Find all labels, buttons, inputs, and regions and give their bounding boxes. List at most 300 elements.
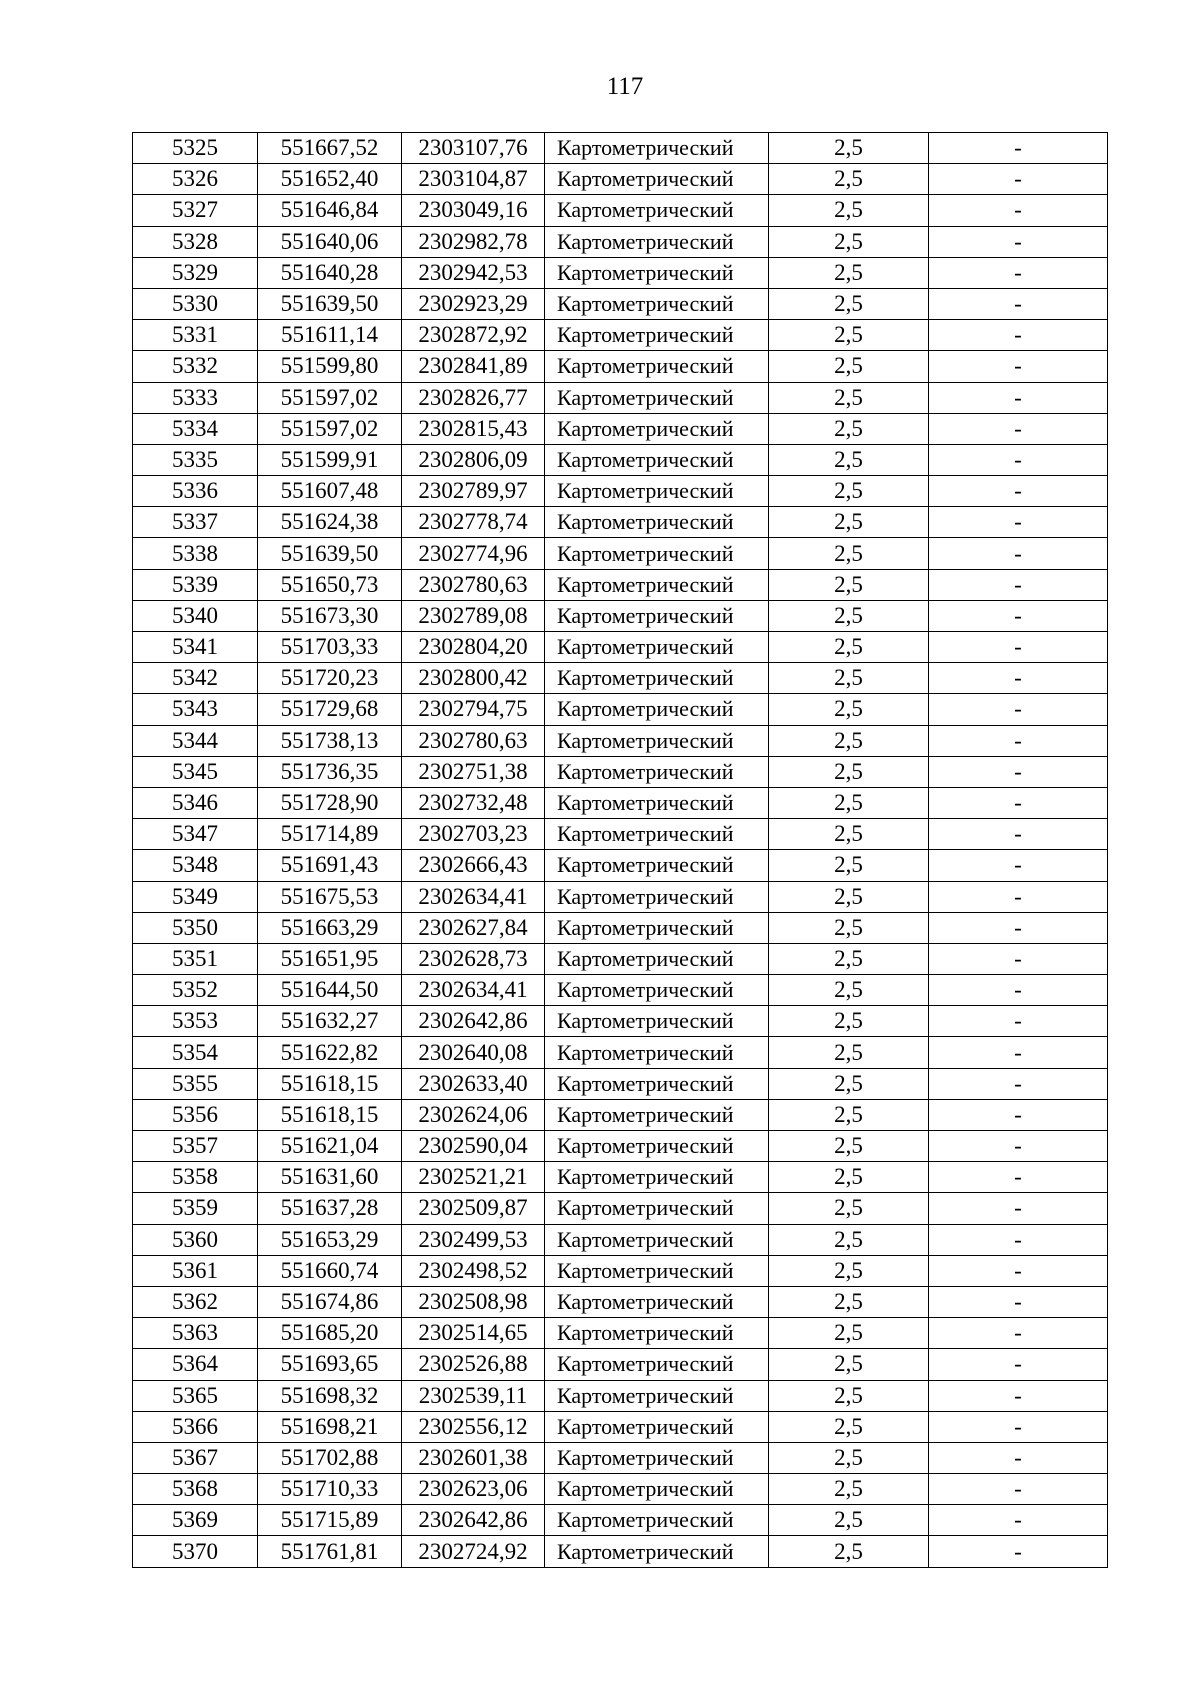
note-cell: - — [929, 1068, 1108, 1099]
x-coordinate-cell: 551698,21 — [258, 1411, 402, 1442]
note-cell: - — [929, 507, 1108, 538]
table-row — [133, 1193, 1108, 1224]
point-number-cell: 5339 — [133, 569, 258, 600]
note-cell: - — [929, 975, 1108, 1006]
x-coordinate-cell: 551652,40 — [258, 164, 402, 195]
y-coordinate-cell: 2302509,87 — [402, 1193, 545, 1224]
note-cell: - — [929, 725, 1108, 756]
table-row — [133, 600, 1108, 631]
x-coordinate-cell: 551644,50 — [258, 975, 402, 1006]
x-coordinate-cell: 551632,27 — [258, 1006, 402, 1037]
table-row — [133, 1037, 1108, 1068]
note-cell: - — [929, 600, 1108, 631]
accuracy-cell: 2,5 — [769, 195, 929, 226]
method-cell: Картометрический — [545, 1505, 769, 1536]
x-coordinate-cell: 551639,50 — [258, 288, 402, 319]
note-cell: - — [929, 1006, 1108, 1037]
table-row — [133, 413, 1108, 444]
table-row — [133, 694, 1108, 725]
y-coordinate-cell: 2302539,11 — [402, 1380, 545, 1411]
accuracy-cell: 2,5 — [769, 756, 929, 787]
coordinates-table — [132, 132, 1108, 1568]
note-cell: - — [929, 1380, 1108, 1411]
point-number-cell: 5331 — [133, 320, 258, 351]
point-number-cell: 5335 — [133, 444, 258, 475]
x-coordinate-cell: 551738,13 — [258, 725, 402, 756]
x-coordinate-cell: 551675,53 — [258, 881, 402, 912]
accuracy-cell: 2,5 — [769, 600, 929, 631]
table-row — [133, 1380, 1108, 1411]
table-row — [133, 1255, 1108, 1286]
point-number-cell: 5353 — [133, 1006, 258, 1037]
x-coordinate-cell: 551651,95 — [258, 943, 402, 974]
y-coordinate-cell: 2302800,42 — [402, 663, 545, 694]
y-coordinate-cell: 2302780,63 — [402, 569, 545, 600]
table-row — [133, 975, 1108, 1006]
point-number-cell: 5363 — [133, 1318, 258, 1349]
x-coordinate-cell: 551599,91 — [258, 444, 402, 475]
note-cell: - — [929, 694, 1108, 725]
note-cell: - — [929, 288, 1108, 319]
table-row — [133, 164, 1108, 195]
y-coordinate-cell: 2302804,20 — [402, 632, 545, 663]
method-cell: Картометрический — [545, 195, 769, 226]
method-cell: Картометрический — [545, 663, 769, 694]
table-row — [133, 1099, 1108, 1130]
accuracy-cell: 2,5 — [769, 1349, 929, 1380]
note-cell: - — [929, 1505, 1108, 1536]
y-coordinate-cell: 2302628,73 — [402, 943, 545, 974]
x-coordinate-cell: 551599,80 — [258, 351, 402, 382]
accuracy-cell: 2,5 — [769, 226, 929, 257]
x-coordinate-cell: 551621,04 — [258, 1131, 402, 1162]
accuracy-cell: 2,5 — [769, 444, 929, 475]
y-coordinate-cell: 2302923,29 — [402, 288, 545, 319]
note-cell: - — [929, 819, 1108, 850]
point-number-cell: 5364 — [133, 1349, 258, 1380]
note-cell: - — [929, 1255, 1108, 1286]
x-coordinate-cell: 551618,15 — [258, 1068, 402, 1099]
accuracy-cell: 2,5 — [769, 725, 929, 756]
method-cell: Картометрический — [545, 1349, 769, 1380]
method-cell: Картометрический — [545, 912, 769, 943]
method-cell: Картометрический — [545, 1006, 769, 1037]
note-cell: - — [929, 133, 1108, 164]
x-coordinate-cell: 551650,73 — [258, 569, 402, 600]
accuracy-cell: 2,5 — [769, 1037, 929, 1068]
point-number-cell: 5344 — [133, 725, 258, 756]
point-number-cell: 5341 — [133, 632, 258, 663]
note-cell: - — [929, 1474, 1108, 1505]
method-cell: Картометрический — [545, 1037, 769, 1068]
accuracy-cell: 2,5 — [769, 1318, 929, 1349]
method-cell: Картометрический — [545, 1224, 769, 1255]
point-number-cell: 5355 — [133, 1068, 258, 1099]
x-coordinate-cell: 551640,06 — [258, 226, 402, 257]
note-cell: - — [929, 632, 1108, 663]
point-number-cell: 5370 — [133, 1536, 258, 1567]
y-coordinate-cell: 2302942,53 — [402, 257, 545, 288]
y-coordinate-cell: 2302556,12 — [402, 1411, 545, 1442]
point-number-cell: 5345 — [133, 756, 258, 787]
note-cell: - — [929, 195, 1108, 226]
point-number-cell: 5366 — [133, 1411, 258, 1442]
x-coordinate-cell: 551622,82 — [258, 1037, 402, 1068]
table-row — [133, 1411, 1108, 1442]
point-number-cell: 5342 — [133, 663, 258, 694]
table-row — [133, 1474, 1108, 1505]
note-cell: - — [929, 663, 1108, 694]
accuracy-cell: 2,5 — [769, 819, 929, 850]
x-coordinate-cell: 551660,74 — [258, 1255, 402, 1286]
x-coordinate-cell: 551667,52 — [258, 133, 402, 164]
y-coordinate-cell: 2302634,41 — [402, 881, 545, 912]
y-coordinate-cell: 2302498,52 — [402, 1255, 545, 1286]
note-cell: - — [929, 787, 1108, 818]
method-cell: Картометрический — [545, 1286, 769, 1317]
accuracy-cell: 2,5 — [769, 943, 929, 974]
x-coordinate-cell: 551720,23 — [258, 663, 402, 694]
table-row — [133, 320, 1108, 351]
note-cell: - — [929, 382, 1108, 413]
y-coordinate-cell: 2302982,78 — [402, 226, 545, 257]
table-row — [133, 756, 1108, 787]
accuracy-cell: 2,5 — [769, 538, 929, 569]
point-number-cell: 5369 — [133, 1505, 258, 1536]
note-cell: - — [929, 538, 1108, 569]
point-number-cell: 5352 — [133, 975, 258, 1006]
method-cell: Картометрический — [545, 943, 769, 974]
point-number-cell: 5359 — [133, 1193, 258, 1224]
note-cell: - — [929, 1442, 1108, 1473]
method-cell: Картометрический — [545, 1255, 769, 1286]
table-row — [133, 1068, 1108, 1099]
accuracy-cell: 2,5 — [769, 663, 929, 694]
point-number-cell: 5350 — [133, 912, 258, 943]
point-number-cell: 5338 — [133, 538, 258, 569]
y-coordinate-cell: 2302590,04 — [402, 1131, 545, 1162]
method-cell: Картометрический — [545, 413, 769, 444]
table-row — [133, 507, 1108, 538]
y-coordinate-cell: 2302601,38 — [402, 1442, 545, 1473]
point-number-cell: 5343 — [133, 694, 258, 725]
method-cell: Картометрический — [545, 257, 769, 288]
point-number-cell: 5348 — [133, 850, 258, 881]
accuracy-cell: 2,5 — [769, 1131, 929, 1162]
accuracy-cell: 2,5 — [769, 257, 929, 288]
x-coordinate-cell: 551624,38 — [258, 507, 402, 538]
table-row — [133, 725, 1108, 756]
x-coordinate-cell: 551710,33 — [258, 1474, 402, 1505]
note-cell: - — [929, 413, 1108, 444]
point-number-cell: 5358 — [133, 1162, 258, 1193]
y-coordinate-cell: 2302789,08 — [402, 600, 545, 631]
table-row — [133, 850, 1108, 881]
accuracy-cell: 2,5 — [769, 850, 929, 881]
accuracy-cell: 2,5 — [769, 413, 929, 444]
x-coordinate-cell: 551685,20 — [258, 1318, 402, 1349]
point-number-cell: 5326 — [133, 164, 258, 195]
note-cell: - — [929, 1318, 1108, 1349]
accuracy-cell: 2,5 — [769, 975, 929, 1006]
y-coordinate-cell: 2302806,09 — [402, 444, 545, 475]
point-number-cell: 5340 — [133, 600, 258, 631]
x-coordinate-cell: 551702,88 — [258, 1442, 402, 1473]
method-cell: Картометрический — [545, 975, 769, 1006]
x-coordinate-cell: 551637,28 — [258, 1193, 402, 1224]
x-coordinate-cell: 551639,50 — [258, 538, 402, 569]
y-coordinate-cell: 2302780,63 — [402, 725, 545, 756]
table-row — [133, 1442, 1108, 1473]
note-cell: - — [929, 881, 1108, 912]
y-coordinate-cell: 2302634,41 — [402, 975, 545, 1006]
x-coordinate-cell: 551674,86 — [258, 1286, 402, 1317]
x-coordinate-cell: 551653,29 — [258, 1224, 402, 1255]
y-coordinate-cell: 2302826,77 — [402, 382, 545, 413]
point-number-cell: 5334 — [133, 413, 258, 444]
accuracy-cell: 2,5 — [769, 1224, 929, 1255]
accuracy-cell: 2,5 — [769, 351, 929, 382]
method-cell: Картометрический — [545, 850, 769, 881]
note-cell: - — [929, 351, 1108, 382]
method-cell: Картометрический — [545, 538, 769, 569]
method-cell: Картометрический — [545, 1162, 769, 1193]
method-cell: Картометрический — [545, 133, 769, 164]
note-cell: - — [929, 850, 1108, 881]
point-number-cell: 5325 — [133, 133, 258, 164]
accuracy-cell: 2,5 — [769, 288, 929, 319]
method-cell: Картометрический — [545, 444, 769, 475]
y-coordinate-cell: 2302666,43 — [402, 850, 545, 881]
method-cell: Картометрический — [545, 600, 769, 631]
y-coordinate-cell: 2302778,74 — [402, 507, 545, 538]
x-coordinate-cell: 551714,89 — [258, 819, 402, 850]
accuracy-cell: 2,5 — [769, 1380, 929, 1411]
accuracy-cell: 2,5 — [769, 320, 929, 351]
table-row — [133, 351, 1108, 382]
y-coordinate-cell: 2302732,48 — [402, 787, 545, 818]
method-cell: Картометрический — [545, 1068, 769, 1099]
y-coordinate-cell: 2302514,65 — [402, 1318, 545, 1349]
table-row — [133, 787, 1108, 818]
y-coordinate-cell: 2302642,86 — [402, 1006, 545, 1037]
method-cell: Картометрический — [545, 1474, 769, 1505]
point-number-cell: 5365 — [133, 1380, 258, 1411]
note-cell: - — [929, 756, 1108, 787]
x-coordinate-cell: 551729,68 — [258, 694, 402, 725]
y-coordinate-cell: 2302789,97 — [402, 476, 545, 507]
accuracy-cell: 2,5 — [769, 1193, 929, 1224]
note-cell: - — [929, 1193, 1108, 1224]
y-coordinate-cell: 2302624,06 — [402, 1099, 545, 1130]
table-row — [133, 569, 1108, 600]
method-cell: Картометрический — [545, 507, 769, 538]
table-row — [133, 1318, 1108, 1349]
note-cell: - — [929, 1037, 1108, 1068]
table-row — [133, 538, 1108, 569]
table-row — [133, 382, 1108, 413]
y-coordinate-cell: 2302623,06 — [402, 1474, 545, 1505]
point-number-cell: 5361 — [133, 1255, 258, 1286]
note-cell: - — [929, 1162, 1108, 1193]
accuracy-cell: 2,5 — [769, 507, 929, 538]
table-row — [133, 476, 1108, 507]
x-coordinate-cell: 551597,02 — [258, 413, 402, 444]
y-coordinate-cell: 2302642,86 — [402, 1505, 545, 1536]
table-row — [133, 632, 1108, 663]
point-number-cell: 5346 — [133, 787, 258, 818]
table-row — [133, 1286, 1108, 1317]
y-coordinate-cell: 2302521,21 — [402, 1162, 545, 1193]
table-row — [133, 1006, 1108, 1037]
point-number-cell: 5357 — [133, 1131, 258, 1162]
note-cell: - — [929, 1131, 1108, 1162]
point-number-cell: 5362 — [133, 1286, 258, 1317]
coordinates-table-body — [133, 133, 1108, 1568]
x-coordinate-cell: 551736,35 — [258, 756, 402, 787]
point-number-cell: 5336 — [133, 476, 258, 507]
table-row — [133, 195, 1108, 226]
accuracy-cell: 2,5 — [769, 133, 929, 164]
y-coordinate-cell: 2303104,87 — [402, 164, 545, 195]
table-row — [133, 226, 1108, 257]
table-row — [133, 1162, 1108, 1193]
accuracy-cell: 2,5 — [769, 881, 929, 912]
method-cell: Картометрический — [545, 725, 769, 756]
accuracy-cell: 2,5 — [769, 569, 929, 600]
x-coordinate-cell: 551728,90 — [258, 787, 402, 818]
method-cell: Картометрический — [545, 226, 769, 257]
point-number-cell: 5332 — [133, 351, 258, 382]
table-row — [133, 257, 1108, 288]
accuracy-cell: 2,5 — [769, 164, 929, 195]
table-row — [133, 663, 1108, 694]
y-coordinate-cell: 2302724,92 — [402, 1536, 545, 1567]
method-cell: Картометрический — [545, 1411, 769, 1442]
method-cell: Картометрический — [545, 1536, 769, 1567]
note-cell: - — [929, 1536, 1108, 1567]
method-cell: Картометрический — [545, 288, 769, 319]
y-coordinate-cell: 2302751,38 — [402, 756, 545, 787]
note-cell: - — [929, 1411, 1108, 1442]
note-cell: - — [929, 257, 1108, 288]
y-coordinate-cell: 2302499,53 — [402, 1224, 545, 1255]
method-cell: Картометрический — [545, 382, 769, 413]
accuracy-cell: 2,5 — [769, 1505, 929, 1536]
point-number-cell: 5367 — [133, 1442, 258, 1473]
accuracy-cell: 2,5 — [769, 1536, 929, 1567]
x-coordinate-cell: 551698,32 — [258, 1380, 402, 1411]
x-coordinate-cell: 551646,84 — [258, 195, 402, 226]
accuracy-cell: 2,5 — [769, 1474, 929, 1505]
accuracy-cell: 2,5 — [769, 1255, 929, 1286]
note-cell: - — [929, 1099, 1108, 1130]
x-coordinate-cell: 551607,48 — [258, 476, 402, 507]
point-number-cell: 5347 — [133, 819, 258, 850]
note-cell: - — [929, 320, 1108, 351]
x-coordinate-cell: 551673,30 — [258, 600, 402, 631]
note-cell: - — [929, 1224, 1108, 1255]
note-cell: - — [929, 164, 1108, 195]
method-cell: Картометрический — [545, 1318, 769, 1349]
accuracy-cell: 2,5 — [769, 1099, 929, 1130]
y-coordinate-cell: 2302633,40 — [402, 1068, 545, 1099]
accuracy-cell: 2,5 — [769, 1068, 929, 1099]
method-cell: Картометрический — [545, 632, 769, 663]
point-number-cell: 5368 — [133, 1474, 258, 1505]
table-row — [133, 943, 1108, 974]
page-number: 117 — [606, 73, 644, 100]
x-coordinate-cell: 551703,33 — [258, 632, 402, 663]
y-coordinate-cell: 2302627,84 — [402, 912, 545, 943]
x-coordinate-cell: 551663,29 — [258, 912, 402, 943]
method-cell: Картометрический — [545, 756, 769, 787]
table-row — [133, 1224, 1108, 1255]
table-row — [133, 912, 1108, 943]
y-coordinate-cell: 2302794,75 — [402, 694, 545, 725]
accuracy-cell: 2,5 — [769, 787, 929, 818]
table-row — [133, 444, 1108, 475]
x-coordinate-cell: 551693,65 — [258, 1349, 402, 1380]
accuracy-cell: 2,5 — [769, 912, 929, 943]
x-coordinate-cell: 551715,89 — [258, 1505, 402, 1536]
x-coordinate-cell: 551611,14 — [258, 320, 402, 351]
y-coordinate-cell: 2302815,43 — [402, 413, 545, 444]
table-row — [133, 133, 1108, 164]
accuracy-cell: 2,5 — [769, 476, 929, 507]
y-coordinate-cell: 2302526,88 — [402, 1349, 545, 1380]
method-cell: Картометрический — [545, 1380, 769, 1411]
accuracy-cell: 2,5 — [769, 1162, 929, 1193]
note-cell: - — [929, 444, 1108, 475]
note-cell: - — [929, 943, 1108, 974]
point-number-cell: 5330 — [133, 288, 258, 319]
accuracy-cell: 2,5 — [769, 632, 929, 663]
y-coordinate-cell: 2302841,89 — [402, 351, 545, 382]
x-coordinate-cell: 551618,15 — [258, 1099, 402, 1130]
accuracy-cell: 2,5 — [769, 1006, 929, 1037]
method-cell: Картометрический — [545, 694, 769, 725]
table-row — [133, 881, 1108, 912]
point-number-cell: 5333 — [133, 382, 258, 413]
method-cell: Картометрический — [545, 351, 769, 382]
note-cell: - — [929, 1349, 1108, 1380]
note-cell: - — [929, 226, 1108, 257]
method-cell: Картометрический — [545, 476, 769, 507]
method-cell: Картометрический — [545, 881, 769, 912]
y-coordinate-cell: 2302508,98 — [402, 1286, 545, 1317]
table-row — [133, 1131, 1108, 1162]
point-number-cell: 5329 — [133, 257, 258, 288]
accuracy-cell: 2,5 — [769, 382, 929, 413]
table-row — [133, 1349, 1108, 1380]
method-cell: Картометрический — [545, 1193, 769, 1224]
method-cell: Картометрический — [545, 1099, 769, 1130]
method-cell: Картометрический — [545, 1131, 769, 1162]
y-coordinate-cell: 2302872,92 — [402, 320, 545, 351]
y-coordinate-cell: 2303107,76 — [402, 133, 545, 164]
point-number-cell: 5337 — [133, 507, 258, 538]
y-coordinate-cell: 2303049,16 — [402, 195, 545, 226]
y-coordinate-cell: 2302640,08 — [402, 1037, 545, 1068]
point-number-cell: 5349 — [133, 881, 258, 912]
note-cell: - — [929, 569, 1108, 600]
y-coordinate-cell: 2302703,23 — [402, 819, 545, 850]
note-cell: - — [929, 1286, 1108, 1317]
point-number-cell: 5327 — [133, 195, 258, 226]
method-cell: Картометрический — [545, 787, 769, 818]
x-coordinate-cell: 551640,28 — [258, 257, 402, 288]
